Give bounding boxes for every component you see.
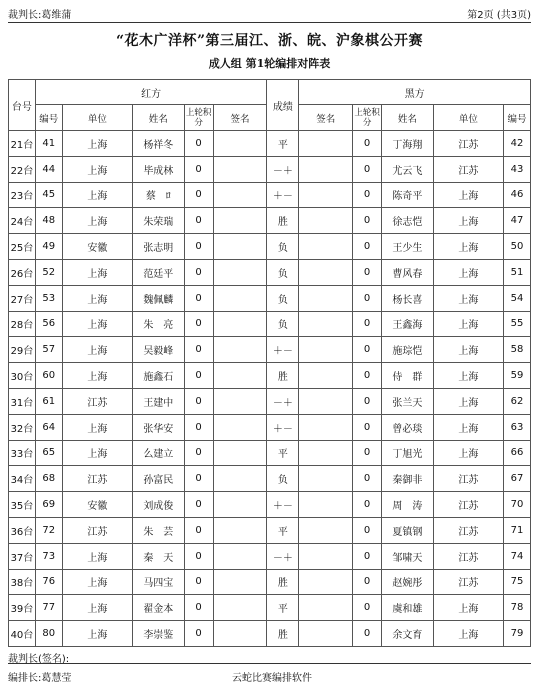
red-signature-cell: [213, 234, 267, 260]
table-row: [9, 363, 531, 389]
result-cell: ＋－: [267, 182, 299, 208]
red-signature-cell: [213, 311, 267, 337]
table-row: [9, 388, 531, 414]
black-unit-cell: 上海: [433, 440, 503, 466]
table-row: [9, 517, 531, 543]
black-prev-score-cell: 0: [353, 466, 382, 492]
black-unit-cell: 上海: [433, 311, 503, 337]
red-signature-cell: [213, 208, 267, 234]
black-unit-cell: 上海: [433, 363, 503, 389]
red-number-cell: 60: [35, 363, 62, 389]
black-name-cell: 徐志恺: [382, 208, 434, 234]
red-signature-cell: [213, 156, 267, 182]
red-prev-score-cell: 0: [184, 208, 213, 234]
black-prev-score-cell: 0: [353, 131, 382, 157]
black-unit-cell: 江苏: [433, 517, 503, 543]
red-name-cell: 杨祥冬: [132, 131, 184, 157]
black-unit-cell: 江苏: [433, 543, 503, 569]
black-number-cell: 59: [503, 363, 530, 389]
black-number-cell: 58: [503, 337, 530, 363]
red-name-cell: 范廷平: [132, 259, 184, 285]
red-signature-cell: [213, 285, 267, 311]
result-cell: ＋－: [267, 492, 299, 518]
black-signature-cell: [299, 234, 353, 260]
table-no-cell: 22台: [9, 156, 36, 182]
result-cell: 平: [267, 131, 299, 157]
chief-signature-label: 裁判长(签名):: [8, 654, 70, 665]
black-unit-cell: 上海: [433, 414, 503, 440]
document-title: “花木广洋杯”第三届江、浙、皖、沪象棋公开赛: [115, 33, 424, 49]
red-unit-cell: 上海: [62, 156, 132, 182]
pairing-table: [8, 79, 531, 647]
red-number-cell: 77: [35, 595, 62, 621]
black-signature-cell: [299, 595, 353, 621]
header-red-prev-score: 上轮积分: [184, 105, 213, 131]
red-number-cell: 72: [35, 517, 62, 543]
red-prev-score-cell: 0: [184, 595, 213, 621]
red-unit-cell: 上海: [62, 440, 132, 466]
black-signature-cell: [299, 337, 353, 363]
black-name-cell: 夏镇钢: [382, 517, 434, 543]
result-cell: 负: [267, 311, 299, 337]
red-signature-cell: [213, 259, 267, 285]
black-prev-score-cell: 0: [353, 440, 382, 466]
page-indicator: 第2页 (共3页): [467, 10, 531, 21]
red-number-cell: 56: [35, 311, 62, 337]
red-number-cell: 80: [35, 621, 62, 647]
red-unit-cell: 上海: [62, 285, 132, 311]
red-unit-cell: 上海: [62, 337, 132, 363]
black-number-cell: 55: [503, 311, 530, 337]
red-number-cell: 57: [35, 337, 62, 363]
black-number-cell: 47: [503, 208, 530, 234]
black-name-cell: 王少生: [382, 234, 434, 260]
red-name-cell: 朱荣瑞: [132, 208, 184, 234]
black-name-cell: 秦御非: [382, 466, 434, 492]
software-label: 云蛇比赛编排软件: [232, 673, 312, 684]
red-unit-cell: 安徽: [62, 492, 132, 518]
red-prev-score-cell: 0: [184, 569, 213, 595]
black-unit-cell: 上海: [433, 595, 503, 621]
red-unit-cell: 上海: [62, 311, 132, 337]
red-signature-cell: [213, 337, 267, 363]
red-number-cell: 53: [35, 285, 62, 311]
red-signature-cell: [213, 517, 267, 543]
black-name-cell: 尤云飞: [382, 156, 434, 182]
red-prev-score-cell: 0: [184, 156, 213, 182]
red-number-cell: 48: [35, 208, 62, 234]
red-name-cell: 么建立: [132, 440, 184, 466]
red-unit-cell: 上海: [62, 595, 132, 621]
black-unit-cell: 江苏: [433, 156, 503, 182]
red-name-cell: 孙富民: [132, 466, 184, 492]
black-unit-cell: 江苏: [433, 131, 503, 157]
black-signature-cell: [299, 311, 353, 337]
red-unit-cell: 江苏: [62, 388, 132, 414]
red-signature-cell: [213, 621, 267, 647]
black-unit-cell: 江苏: [433, 492, 503, 518]
table-no-cell: 27台: [9, 285, 36, 311]
table-no-cell: 21台: [9, 131, 36, 157]
red-name-cell: 张志明: [132, 234, 184, 260]
table-row: [9, 440, 531, 466]
black-signature-cell: [299, 414, 353, 440]
red-unit-cell: 江苏: [62, 466, 132, 492]
black-unit-cell: 江苏: [433, 569, 503, 595]
black-signature-cell: [299, 156, 353, 182]
red-number-cell: 64: [35, 414, 62, 440]
black-signature-cell: [299, 543, 353, 569]
black-name-cell: 曾必琰: [382, 414, 434, 440]
red-number-cell: 61: [35, 388, 62, 414]
red-number-cell: 49: [35, 234, 62, 260]
black-signature-cell: [299, 131, 353, 157]
footer-divider: [8, 663, 531, 664]
black-name-cell: 张兰天: [382, 388, 434, 414]
table-row: [9, 466, 531, 492]
black-number-cell: 66: [503, 440, 530, 466]
black-signature-cell: [299, 440, 353, 466]
result-cell: 胜: [267, 363, 299, 389]
red-number-cell: 52: [35, 259, 62, 285]
table-no-cell: 32台: [9, 414, 36, 440]
arranger-label: 编排长:葛慧莹: [8, 673, 72, 684]
table-no-cell: 36台: [9, 517, 36, 543]
red-signature-cell: [213, 466, 267, 492]
black-number-cell: 67: [503, 466, 530, 492]
black-prev-score-cell: 0: [353, 311, 382, 337]
red-prev-score-cell: 0: [184, 234, 213, 260]
red-name-cell: 朱 芸: [132, 517, 184, 543]
red-prev-score-cell: 0: [184, 337, 213, 363]
red-number-cell: 44: [35, 156, 62, 182]
black-name-cell: 丁海翔: [382, 131, 434, 157]
black-signature-cell: [299, 208, 353, 234]
result-cell: 胜: [267, 208, 299, 234]
red-signature-cell: [213, 595, 267, 621]
table-no-cell: 38台: [9, 569, 36, 595]
black-number-cell: 42: [503, 131, 530, 157]
result-cell: 平: [267, 440, 299, 466]
black-prev-score-cell: 0: [353, 595, 382, 621]
red-unit-cell: 上海: [62, 208, 132, 234]
red-name-cell: 李崇鉴: [132, 621, 184, 647]
red-name-cell: 马四宝: [132, 569, 184, 595]
table-no-cell: 34台: [9, 466, 36, 492]
table-row: [9, 156, 531, 182]
red-prev-score-cell: 0: [184, 131, 213, 157]
black-number-cell: 46: [503, 182, 530, 208]
result-cell: 胜: [267, 569, 299, 595]
document-subtitle: 成人组 第1轮编排对阵表: [208, 57, 331, 70]
black-name-cell: 邹啸天: [382, 543, 434, 569]
red-prev-score-cell: 0: [184, 182, 213, 208]
table-no-cell: 28台: [9, 311, 36, 337]
table-row: [9, 131, 531, 157]
header-black-name: 姓名: [382, 105, 434, 131]
table-row: [9, 595, 531, 621]
table-row: [9, 285, 531, 311]
red-name-cell: 毕成林: [132, 156, 184, 182]
header-black-prev-score: 上轮积分: [353, 105, 382, 131]
header-red-side: 红方: [35, 80, 267, 105]
table-no-cell: 29台: [9, 337, 36, 363]
red-prev-score-cell: 0: [184, 621, 213, 647]
red-name-cell: 朱 亮: [132, 311, 184, 337]
red-unit-cell: 安徽: [62, 234, 132, 260]
red-unit-cell: 上海: [62, 621, 132, 647]
black-unit-cell: 上海: [433, 337, 503, 363]
red-number-cell: 68: [35, 466, 62, 492]
red-unit-cell: 上海: [62, 414, 132, 440]
red-prev-score-cell: 0: [184, 363, 213, 389]
black-name-cell: 丁旭光: [382, 440, 434, 466]
black-prev-score-cell: 0: [353, 414, 382, 440]
red-name-cell: 王建中: [132, 388, 184, 414]
black-number-cell: 50: [503, 234, 530, 260]
red-number-cell: 76: [35, 569, 62, 595]
red-unit-cell: 上海: [62, 259, 132, 285]
result-cell: ＋－: [267, 337, 299, 363]
result-cell: 负: [267, 466, 299, 492]
red-unit-cell: 上海: [62, 182, 132, 208]
red-prev-score-cell: 0: [184, 388, 213, 414]
red-signature-cell: [213, 569, 267, 595]
header-black-side: 黑方: [299, 80, 531, 105]
black-unit-cell: 上海: [433, 621, 503, 647]
black-prev-score-cell: 0: [353, 208, 382, 234]
black-prev-score-cell: 0: [353, 337, 382, 363]
red-signature-cell: [213, 440, 267, 466]
red-name-cell: 刘成俊: [132, 492, 184, 518]
result-cell: 平: [267, 517, 299, 543]
black-signature-cell: [299, 285, 353, 311]
red-number-cell: 65: [35, 440, 62, 466]
black-name-cell: 赵婉彤: [382, 569, 434, 595]
red-prev-score-cell: 0: [184, 311, 213, 337]
table-no-cell: 23台: [9, 182, 36, 208]
black-unit-cell: 上海: [433, 388, 503, 414]
black-prev-score-cell: 0: [353, 621, 382, 647]
black-signature-cell: [299, 259, 353, 285]
red-signature-cell: [213, 492, 267, 518]
black-prev-score-cell: 0: [353, 492, 382, 518]
red-unit-cell: 上海: [62, 131, 132, 157]
black-number-cell: 62: [503, 388, 530, 414]
black-name-cell: 曹风春: [382, 259, 434, 285]
table-no-cell: 40台: [9, 621, 36, 647]
black-signature-cell: [299, 363, 353, 389]
header-black-unit: 单位: [433, 105, 503, 131]
black-prev-score-cell: 0: [353, 388, 382, 414]
red-unit-cell: 江苏: [62, 517, 132, 543]
black-prev-score-cell: 0: [353, 285, 382, 311]
red-signature-cell: [213, 182, 267, 208]
black-signature-cell: [299, 517, 353, 543]
black-number-cell: 78: [503, 595, 530, 621]
header-table-no: 台号: [9, 80, 36, 131]
table-row: [9, 621, 531, 647]
red-prev-score-cell: 0: [184, 466, 213, 492]
header-black-number: 编号: [503, 105, 530, 131]
pairing-rows: [9, 131, 531, 647]
red-prev-score-cell: 0: [184, 440, 213, 466]
black-signature-cell: [299, 388, 353, 414]
black-unit-cell: 上海: [433, 285, 503, 311]
black-prev-score-cell: 0: [353, 182, 382, 208]
black-prev-score-cell: 0: [353, 259, 382, 285]
header-red-name: 姓名: [132, 105, 184, 131]
table-no-cell: 37台: [9, 543, 36, 569]
table-row: [9, 414, 531, 440]
black-signature-cell: [299, 621, 353, 647]
header-red-unit: 单位: [62, 105, 132, 131]
red-prev-score-cell: 0: [184, 414, 213, 440]
black-number-cell: 63: [503, 414, 530, 440]
result-cell: 平: [267, 595, 299, 621]
black-number-cell: 71: [503, 517, 530, 543]
chief-referee-label: 裁判长:葛维蒲: [8, 10, 72, 21]
red-name-cell: 魏佩麟: [132, 285, 184, 311]
black-unit-cell: 上海: [433, 182, 503, 208]
result-cell: 负: [267, 259, 299, 285]
black-name-cell: 王鑫海: [382, 311, 434, 337]
black-name-cell: 施琮恺: [382, 337, 434, 363]
black-number-cell: 74: [503, 543, 530, 569]
red-unit-cell: 上海: [62, 569, 132, 595]
red-number-cell: 45: [35, 182, 62, 208]
black-name-cell: 余文育: [382, 621, 434, 647]
table-no-cell: 30台: [9, 363, 36, 389]
table-no-cell: 25台: [9, 234, 36, 260]
black-signature-cell: [299, 466, 353, 492]
table-row: [9, 337, 531, 363]
red-unit-cell: 上海: [62, 363, 132, 389]
red-name-cell: 秦 天: [132, 543, 184, 569]
header-result: 成绩: [267, 80, 299, 131]
red-prev-score-cell: 0: [184, 517, 213, 543]
black-prev-score-cell: 0: [353, 517, 382, 543]
red-signature-cell: [213, 388, 267, 414]
red-signature-cell: [213, 414, 267, 440]
table-no-cell: 33台: [9, 440, 36, 466]
table-row: [9, 234, 531, 260]
black-name-cell: 杨长喜: [382, 285, 434, 311]
black-prev-score-cell: 0: [353, 569, 382, 595]
table-row: [9, 208, 531, 234]
black-signature-cell: [299, 492, 353, 518]
header-black-signature: 签名: [299, 105, 353, 131]
red-name-cell: 施鑫石: [132, 363, 184, 389]
black-unit-cell: 上海: [433, 208, 503, 234]
table-row: [9, 311, 531, 337]
result-cell: 负: [267, 234, 299, 260]
table-row: [9, 259, 531, 285]
black-number-cell: 51: [503, 259, 530, 285]
table-row: [9, 182, 531, 208]
black-signature-cell: [299, 182, 353, 208]
black-number-cell: 70: [503, 492, 530, 518]
red-prev-score-cell: 0: [184, 259, 213, 285]
black-name-cell: 陈奇平: [382, 182, 434, 208]
result-cell: 胜: [267, 621, 299, 647]
table-no-cell: 35台: [9, 492, 36, 518]
table-row: [9, 543, 531, 569]
black-number-cell: 79: [503, 621, 530, 647]
table-no-cell: 24台: [9, 208, 36, 234]
red-prev-score-cell: 0: [184, 543, 213, 569]
red-number-cell: 73: [35, 543, 62, 569]
black-prev-score-cell: 0: [353, 234, 382, 260]
result-cell: －＋: [267, 388, 299, 414]
top-bar: [8, 6, 531, 23]
red-signature-cell: [213, 543, 267, 569]
header-red-number: 编号: [35, 105, 62, 131]
table-row: [9, 569, 531, 595]
red-signature-cell: [213, 363, 267, 389]
result-cell: 负: [267, 285, 299, 311]
table-no-cell: 31台: [9, 388, 36, 414]
red-number-cell: 41: [35, 131, 62, 157]
red-prev-score-cell: 0: [184, 492, 213, 518]
black-prev-score-cell: 0: [353, 363, 382, 389]
black-name-cell: 侍 群: [382, 363, 434, 389]
result-cell: ＋－: [267, 414, 299, 440]
black-name-cell: 周 涛: [382, 492, 434, 518]
black-number-cell: 43: [503, 156, 530, 182]
red-prev-score-cell: 0: [184, 285, 213, 311]
black-unit-cell: 上海: [433, 259, 503, 285]
red-unit-cell: 上海: [62, 543, 132, 569]
table-no-cell: 39台: [9, 595, 36, 621]
red-signature-cell: [213, 131, 267, 157]
red-name-cell: 张华安: [132, 414, 184, 440]
black-name-cell: 虞和雄: [382, 595, 434, 621]
red-name-cell: 吴毅峰: [132, 337, 184, 363]
black-number-cell: 75: [503, 569, 530, 595]
header-red-signature: 签名: [213, 105, 267, 131]
red-number-cell: 69: [35, 492, 62, 518]
black-unit-cell: 上海: [433, 234, 503, 260]
black-prev-score-cell: 0: [353, 543, 382, 569]
red-name-cell: 蔡 ﾛ: [132, 182, 184, 208]
result-cell: －＋: [267, 156, 299, 182]
red-name-cell: 翟金本: [132, 595, 184, 621]
black-signature-cell: [299, 569, 353, 595]
table-no-cell: 26台: [9, 259, 36, 285]
black-prev-score-cell: 0: [353, 156, 382, 182]
black-number-cell: 54: [503, 285, 530, 311]
black-unit-cell: 江苏: [433, 466, 503, 492]
table-row: [9, 492, 531, 518]
result-cell: －＋: [267, 543, 299, 569]
